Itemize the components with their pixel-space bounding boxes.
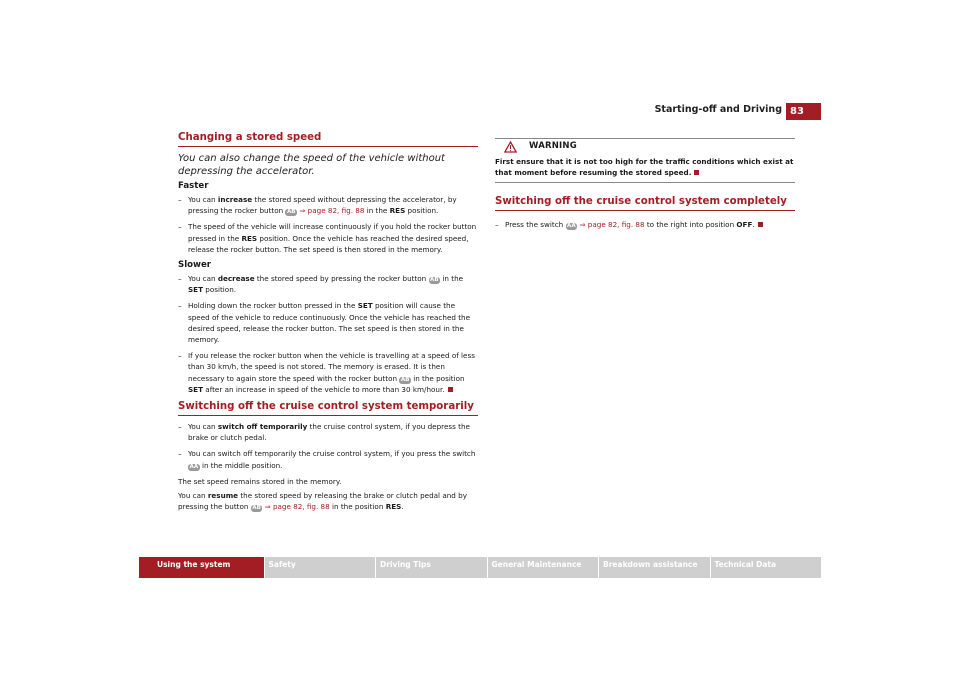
page-header (0, 103, 960, 119)
warning-title: WARNING (529, 141, 577, 152)
subheading-faster: Faster (178, 181, 209, 191)
tab-driving-tips[interactable]: Driving Tips (376, 557, 487, 578)
tab-breakdown-assistance[interactable]: Breakdown assistance (599, 557, 710, 578)
warning-box (495, 138, 795, 183)
tab-general-maintenance[interactable]: General Maintenance (488, 557, 599, 578)
button-label-aa: AA (567, 223, 576, 230)
paragraph: You can resume the stored speed by releasing the brake or clutch pedal and by pressing the button AB ⇒ page 82, fig. 88 in the position RES. (178, 491, 467, 512)
section-heading-switch-off-completely: Switching off the cruise control system completely (495, 195, 795, 211)
tab-safety[interactable]: Safety (265, 557, 376, 578)
section-heading-changing-speed: Changing a stored speed (178, 131, 478, 147)
section-heading-switch-off-temporarily: Switching off the cruise control system temporarily (178, 400, 478, 416)
page-number: 83 (786, 103, 821, 120)
button-label-ab: AB (430, 277, 439, 284)
warning-text: First ensure that it is not too high for the traffic conditions which exist at that moment before resuming the stored speed. (495, 157, 794, 178)
button-label-ab: AB (286, 209, 296, 216)
button-label-aa: AA (189, 463, 199, 470)
list-item: – Holding down the rocker button pressed in the SET position will cause the speed of the vehicle to reduce continuously. Once the vehicle has reached the desired speed, release the rocker button. The set speed is then stored in the memory. (178, 301, 471, 345)
page-reference-link[interactable]: ⇒ page 82, fig. 88 (299, 206, 365, 216)
list-item: – The speed of the vehicle will increase continuously if you hold the rocker button pressed in the RES position. Once the vehicle has reached the desired speed, release the rocker button. The set speed is then stored in the memory. (178, 222, 477, 254)
end-of-section-mark (694, 170, 699, 175)
tab-technical-data[interactable]: Technical Data (711, 557, 822, 578)
list-item: – You can increase the stored speed without depressing the accelerator, by pressing the rocker button AB ⇒ page 82, fig. 88 in the RES position. (178, 195, 457, 216)
list-item: – If you release the rocker button when the vehicle is travelling at a speed of less than 30 km/h, the speed is not stored. The memory is erased. It is then necessary to again store the speed with the rocker button AB in the position SET after an increase in speed of the vehicle to more than 30 km/hour. (178, 351, 475, 394)
left-column (178, 131, 478, 512)
paragraph: The set speed remains stored in the memory. (178, 476, 342, 486)
subheading-slower: Slower (178, 260, 212, 271)
chapter-nav-bar (139, 557, 821, 578)
end-of-section-mark (448, 387, 453, 392)
list-item: – You can switch off temporarily the cruise control system, if you press the switch AA in the middle position. (178, 449, 476, 470)
button-label-ab: AB (252, 505, 261, 512)
list-item: – Press the switch AA ⇒ page 82, fig. 88 to the right into position OFF. (495, 219, 795, 230)
list-item: – You can decrease the stored speed by pressing the rocker button AB in the SET position. (178, 274, 464, 295)
button-label-ab: AB (400, 376, 410, 383)
list-item: – You can switch off temporarily the cruise control system, if you depress the brake or clutch pedal. (178, 422, 470, 443)
page-reference-link[interactable]: ⇒ page 82, fig. 88 (579, 220, 645, 230)
chapter-title: Starting-off and Driving (654, 104, 782, 115)
end-of-section-mark (758, 222, 763, 227)
right-column (495, 138, 795, 236)
warning-triangle-icon (504, 141, 517, 153)
page-reference-link[interactable]: ⇒ page 82, fig. 88 (264, 502, 330, 512)
tab-using-the-system[interactable]: Using the system (139, 557, 264, 578)
section-intro: You can also change the speed of the vehicle without depressing the accelerator. (178, 153, 445, 177)
